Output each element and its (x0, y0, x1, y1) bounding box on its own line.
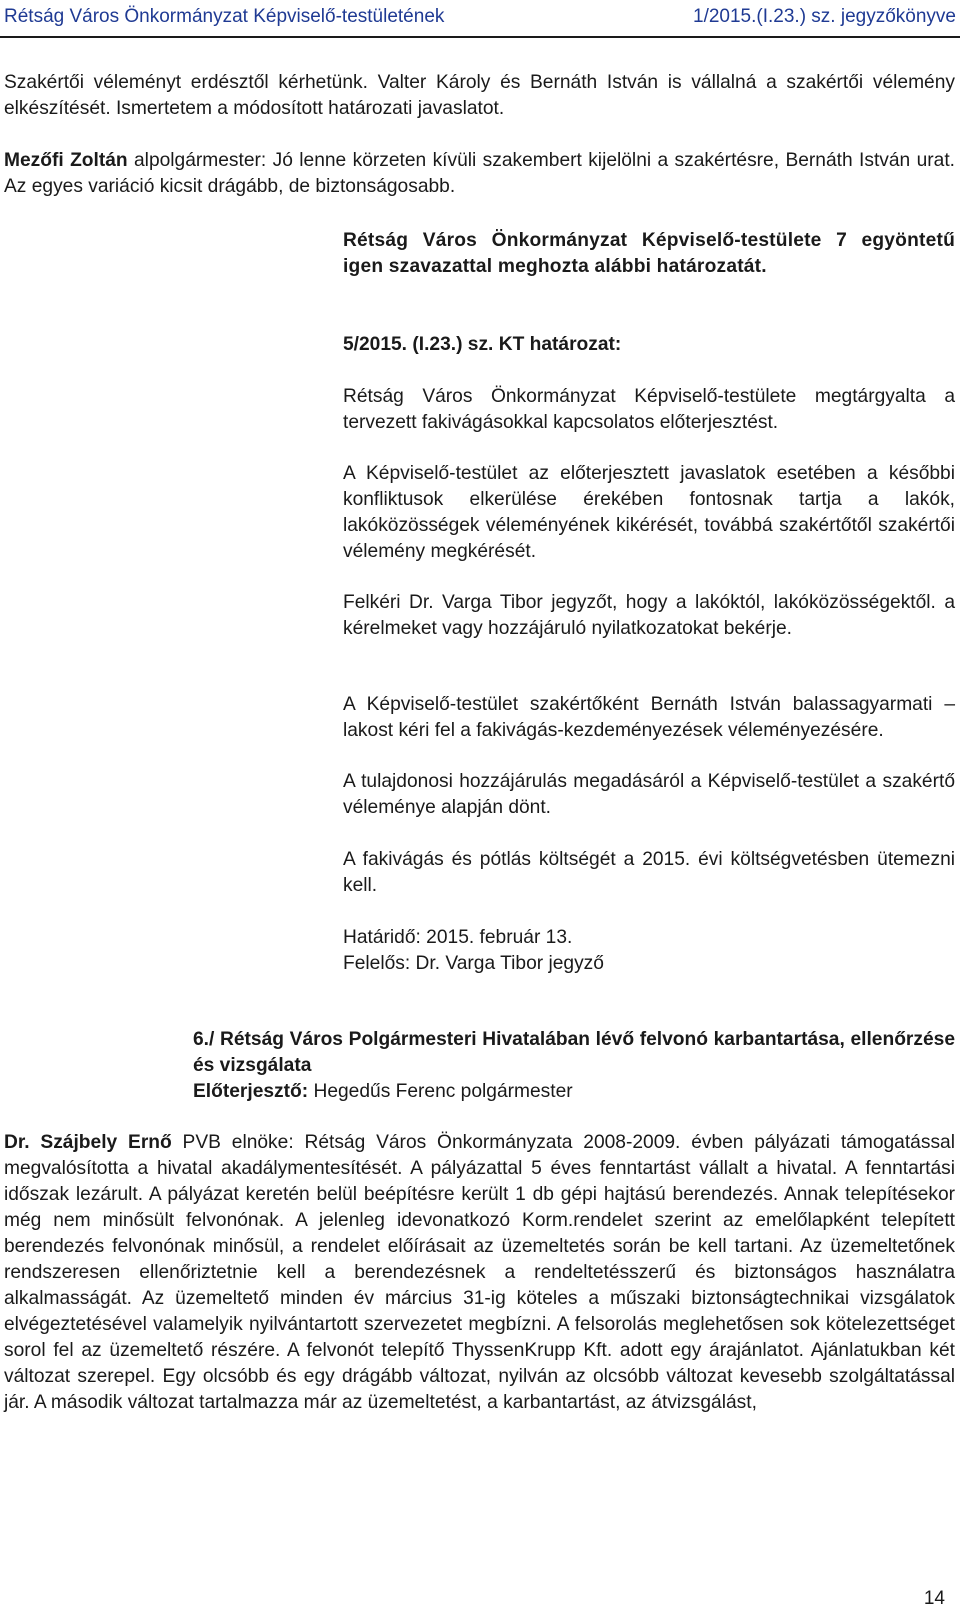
paragraph-deputy-mayor (4, 148, 955, 200)
resolution-text-5: A tulajdonosi hozzájárulás megadásáról a Képviselő-testület a szakértő véleménye alapján dönt. (343, 771, 955, 818)
resolution-text-2: A Képviselő-testület az előterjesztett javaslatok esetében a későbbi konfliktusok elkerülése érekében fontosnak tartja a lakók, lakóközösségek véleményének kikérését, továbbá szakértőtől szakértői vélemény megkérését. (343, 463, 955, 562)
resolution-number: 5/2015. (I.23.) sz. KT határozat: (343, 334, 622, 355)
resolution-text-3: Felkéri Dr. Varga Tibor jegyzőt, hogy a lakóktól, lakóközösségektől. a kérelmeket vagy hozzájáruló nyilatkozatokat bekérje. (343, 592, 955, 639)
paragraph-expert-opinion: Szakértői véleményt erdésztől kérhetünk. Valter Károly és Bernáth István is vállalná a szakértői vélemény elkészítését. Ismertetem a módosított határozati javaslatot. (4, 72, 955, 119)
resolution-intro: Rétság Város Önkormányzat Képviselő-testülete 7 egyöntetű igen szavazattal meghozta alábbi határozatát. (343, 230, 955, 277)
page-number: 14 (923, 1588, 945, 1609)
agenda-title: 6./ Rétság Város Polgármesteri Hivatalában lévő felvonó karbantartása, ellenőrzése és vizsgálata (193, 1029, 955, 1076)
speaker-name: Mezőfi Zoltán (4, 150, 128, 171)
resolution-responsible: Felelős: Dr. Varga Tibor jegyző (343, 953, 604, 974)
presenter-label: Előterjesztő: (193, 1081, 309, 1102)
header-divider (0, 36, 960, 38)
presenter-name: Hegedűs Ferenc polgármester (308, 1081, 573, 1102)
resolution-deadline: Határidő: 2015. február 13. (343, 927, 573, 948)
page-header (0, 0, 960, 36)
resolution-text-1: Rétság Város Önkormányzat Képviselő-testülete megtárgyalta a tervezett fakivágásokkal kapcsolatos előterjesztést. (343, 386, 955, 433)
agenda-presenter (193, 1079, 955, 1105)
discussion-paragraph (4, 1130, 955, 1416)
speaker-text: alpolgármester: Jó lenne körzeten kívüli szakembert kijelölni a szakértésre, Bernáth István urat. Az egyes variáció kicsit drágább, de biztonságosabb. (4, 150, 955, 197)
discussion-speaker: Dr. Szájbely Ernő (4, 1132, 172, 1153)
resolution-text-6: A fakivágás és pótlás költségét a 2015. évi költségvetésben ütemezni kell. (343, 849, 955, 896)
header-doc-number: 1/2015.(I.23.) sz. jegyzőkönyve (693, 6, 956, 27)
discussion-text: PVB elnöke: Rétság Város Önkormányzata 2008-2009. évben pályázati támogatással megvalósította a hivatal akadálymentesítését. A pályázattal 5 éves fenntartást vállalt a hivatal. A fenntartási időszak lezárult. A pályázat keretén belül beépítésre került 1 db gépi hajtású berendezés. Annak telepítésekor még nem minősült felvonónak. A jelenleg idevonatkozó Korm.rendelet szerint az emelőlapként telepített berendezés felvonónak minősül, a rendelet előírásait az üzemeltetés során be kell tartani. Az üzemeltetőnek rendszeresen ellenőriztetnie kell a berendezésnek a rendeltetésszerű és biztonságos használatra alkalmasságát. Az üzemeltető minden év március 31-ig köteles a műszaki biztonságtechnikai vizsgálatok elvégeztetésével valamelyik nyilvántartott szervezetet megbízni. A felsorolás meglehetősen sok kötelezettséget sorol fel az üzemeltető részére. A felvonót telepítő ThyssenKrupp Kft. adott egy árajánlatot. Ajánlatukban két változat szerepel. Egy olcsóbb és egy drágább változat, nyilván az olcsóbb változat kevesebb szolgáltatással jár. A második változat tartalmazza már az üzemeltetést, a karbantartást, az átvizsgálást, (4, 1132, 955, 1413)
header-title: Rétság Város Önkormányzat Képviselő-testületének (4, 6, 445, 27)
resolution-text-4: A Képviselő-testület szakértőként Bernáth István balassagyarmati – lakost kéri fel a fakivágás-kezdeményezések véleményezésére. (343, 694, 955, 741)
